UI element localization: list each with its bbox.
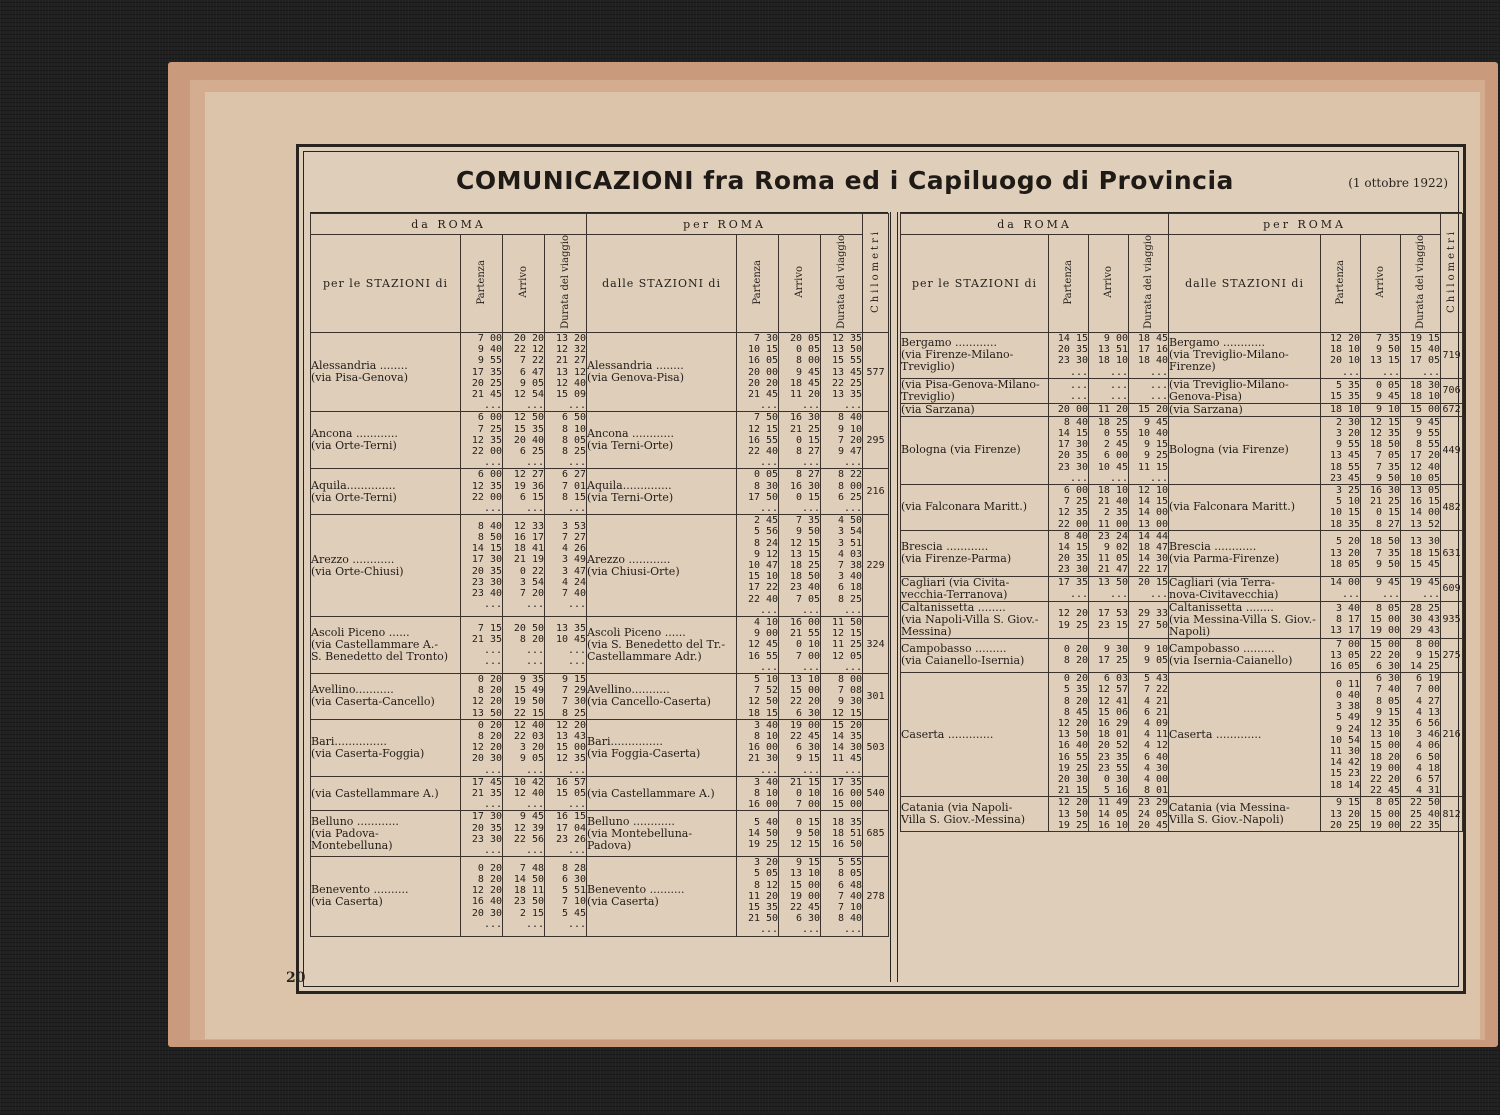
km-cell: 672 (1442, 404, 1461, 416)
arrival-cell: 6 03 12 57 12 41 15 06 16 29 18 01 20 52 23 35 23 55 0 30 5 16 (1089, 673, 1129, 797)
duration-cell: 15 00 (1401, 403, 1441, 416)
arrival-cell: 23 24 9 02 11 05 21 47 (1089, 530, 1129, 576)
table-row (901, 673, 1463, 797)
departure-cell: 8 40 14 15 20 35 23 30 (1049, 530, 1089, 576)
departure-cell: 17 30 20 35 23 30 ... (461, 811, 503, 857)
arrival-cell: 17 53 23 15 (1089, 601, 1129, 638)
duration-cell: 18 35 18 51 16 50 (821, 811, 863, 857)
arrival-cell: 9 30 17 25 (1089, 638, 1129, 673)
station-cell: (via Falconara Maritt.) (1169, 484, 1321, 530)
km-cell: 503 (863, 719, 889, 776)
timetable-left-body (311, 332, 889, 936)
table-row (901, 378, 1463, 403)
duration-cell: 13 05 16 15 14 00 13 52 (1401, 484, 1441, 530)
departure-cell: 2 30 3 20 9 55 13 45 18 55 23 45 (1321, 416, 1361, 484)
table-row (311, 776, 889, 811)
arrival-cell: 7 35 9 50 13 15 ... (1361, 332, 1401, 378)
col-chilometri-r-label: Chilometri (1446, 229, 1458, 314)
duration-cell: 12 20 13 43 15 00 12 35 ... (545, 719, 587, 776)
km-cell: 577 (863, 332, 889, 411)
departure-cell: 18 10 (1321, 403, 1361, 416)
departure-cell: 5 40 14 50 19 25 (737, 811, 779, 857)
station-cell: Brescia ............ (via Firenze-Parma) (901, 530, 1049, 576)
duration-cell: 19 15 15 40 17 05 ... (1401, 332, 1441, 378)
col-chilometri-r (1441, 214, 1463, 333)
departure-cell: 0 20 5 35 8 20 8 45 12 20 13 50 16 40 16 55 19 25 20 30 21 15 (1049, 673, 1089, 797)
timetable-right (900, 213, 1463, 832)
duration-cell: 8 00 9 15 14 25 (1401, 638, 1441, 673)
departure-cell: 9 15 13 20 20 25 (1321, 797, 1361, 832)
arrival-cell: 16 30 21 25 0 15 8 27 (1361, 484, 1401, 530)
km-cell: 631 (1441, 530, 1463, 576)
col-durata (545, 235, 587, 333)
station-cell: Bari............... (via Caserta-Foggia) (311, 719, 461, 776)
arrival-cell: 9 15 13 10 15 00 19 00 22 45 6 30 ... (779, 857, 821, 936)
col-partenza-label: Partenza (476, 259, 487, 305)
km-cell: 216 (863, 469, 889, 515)
col-durata-r2 (1401, 235, 1441, 333)
station-cell: Benevento .......... (via Caserta) (587, 857, 737, 936)
station-cell: Catania (via Messina- Villa S. Giov.-Napoli) (1169, 797, 1321, 832)
arrival-cell: 8 05 15 00 19 00 (1361, 797, 1401, 832)
duration-cell: 15 20 14 35 14 30 11 45 ... (821, 719, 863, 776)
duration-cell: 15 20 (1129, 403, 1169, 416)
center-divider (890, 212, 898, 982)
col-chilometri (863, 214, 889, 333)
departure-cell: 0 20 8 20 (1049, 638, 1089, 673)
duration-cell: 20 15 ... (1129, 576, 1169, 601)
station-cell: (via Falconara Maritt.) (901, 484, 1049, 530)
col-arrivo (503, 235, 545, 333)
km-cell: 706 (1441, 378, 1463, 403)
arrival-cell: 20 20 22 12 7 22 6 47 9 05 12 54 ... (503, 332, 545, 411)
timetable-right-body (901, 332, 1463, 831)
km-cell: 278 (863, 857, 889, 936)
table-row (901, 638, 1463, 673)
departure-cell: 5 35 15 35 (1321, 378, 1361, 403)
departure-cell: 3 40 8 17 13 17 (1321, 601, 1361, 638)
km-cell: 540 (863, 776, 889, 811)
station-cell: Arezzo ............ (via Orte-Chiusi) (311, 515, 461, 617)
timetable-inner-border (303, 151, 1459, 987)
col-arrivo-r (1089, 235, 1129, 333)
departure-cell: 0 20 8 20 12 20 13 50 (461, 673, 503, 719)
arrival-cell: 16 30 21 25 0 15 8 27 ... (779, 412, 821, 469)
departure-cell: 0 20 8 20 12 20 20 30 ... (461, 719, 503, 776)
arrival-cell: ... ... (1089, 378, 1129, 403)
duration-cell: 18 45 17 16 18 40 ... (1129, 332, 1169, 378)
duration-cell: 3 53 7 27 4 26 3 49 3 47 4 24 7 40 ... (545, 515, 587, 617)
station-cell: Avellino........... (via Cancello-Caserta) (587, 673, 737, 719)
station-cell: Bergamo ............ (via Firenze-Milano-Treviglio) (901, 332, 1049, 378)
station-cell: Bergamo ............ (via Treviglio-Milano-Firenze) (1169, 332, 1321, 378)
station-cell: Aquila.............. (via Orte-Terni) (311, 469, 461, 515)
duration-cell: 16 57 15 05 ... (545, 776, 587, 811)
duration-cell: 9 15 7 29 7 30 8 25 (545, 673, 587, 719)
departure-cell: 7 15 21 35 ... ... (461, 616, 503, 673)
table-row (311, 673, 889, 719)
page-number: 20 (286, 970, 306, 986)
col-partenza-r2-label: Partenza (1335, 259, 1347, 305)
station-cell: Belluno ............ (via Montebelluna-Padova) (587, 811, 737, 857)
table-row (311, 332, 889, 411)
arrival-cell: 10 42 12 40 ... (503, 776, 545, 811)
station-cell: Caserta ............. (1169, 673, 1321, 797)
arrival-cell: 7 35 9 50 12 15 13 15 18 25 18 50 23 40 7 05 ... (779, 515, 821, 617)
duration-cell: ... ... (1129, 378, 1169, 403)
duration-cell: 5 55 8 05 6 48 7 40 7 10 8 40 ... (821, 857, 863, 936)
duration-cell: 6 27 7 01 8 15 ... (545, 469, 587, 515)
col-partenza-r (1049, 235, 1089, 333)
arrival-cell: 19 00 22 45 6 30 9 15 ... (779, 719, 821, 776)
departure-cell: 7 00 9 40 9 55 17 35 20 25 21 45 ... (461, 332, 503, 411)
col-partenza-2 (737, 235, 779, 333)
arrival-cell: 9 45 ... (1361, 576, 1401, 601)
table-row (901, 797, 1463, 832)
arrival-cell: 15 00 22 20 6 30 (1361, 638, 1401, 673)
arrival-cell: 18 50 7 35 9 50 (1361, 530, 1401, 576)
duration-cell: 16 15 17 04 23 26 ... (545, 811, 587, 857)
duration-cell: 13 20 12 32 21 27 13 12 12 40 15 09 ... (545, 332, 587, 411)
duration-cell: 8 28 6 30 5 51 7 10 5 45 ... (545, 857, 587, 936)
duration-cell: 6 19 7 00 4 27 4 13 6 56 3 46 4 06 6 50 4 18 6 57 4 31 (1401, 673, 1441, 797)
table-row (901, 530, 1463, 576)
col-durata-label: Durata del viaggio (560, 235, 572, 329)
station-cell: Ascoli Piceno ...... (via S. Benedetto del Tr.- Castellammare Adr.) (587, 616, 737, 673)
station-cell: Caltanissetta ........ (via Napoli-Villa S. Giov.-Messina) (901, 601, 1049, 638)
arrival-cell: 9 00 13 51 18 10 ... (1089, 332, 1129, 378)
duration-cell: 9 45 10 40 9 15 9 25 11 15 ... (1129, 416, 1169, 484)
duration-cell: 29 33 27 50 (1129, 601, 1169, 638)
col-durata-2 (821, 235, 863, 333)
station-cell: Alessandria ........ (via Genova-Pisa) (587, 332, 737, 411)
departure-cell: 6 00 7 25 12 35 22 00 ... (461, 412, 503, 469)
departure-cell: 0 11 0 40 3 38 5 49 9 24 10 54 11 30 14 42 15 23 18 14 (1321, 673, 1361, 797)
duration-cell: 6 50 8 10 8 05 8 25 ... (545, 412, 587, 469)
departure-cell: 2 45 5 56 8 24 9 12 10 47 15 10 17 22 22 40 ... (737, 515, 779, 617)
station-cell: Bologna (via Firenze) (901, 416, 1049, 484)
arrival-cell: 20 05 0 05 8 00 9 45 18 45 11 20 ... (779, 332, 821, 411)
arrival-cell: 0 05 9 45 (1361, 378, 1401, 403)
arrival-cell: 9 10 (1361, 403, 1401, 416)
page-title: COMUNICAZIONI fra Roma ed i Capiluogo di Provincia (456, 166, 1234, 195)
station-cell: Avellino........... (via Caserta-Cancello) (311, 673, 461, 719)
station-cell: Campobasso ......... (via Isernia-Caianello) (1169, 638, 1321, 673)
station-cell: Aquila.............. (via Terni-Orte) (587, 469, 737, 515)
arrival-cell: 8 05 15 00 19 00 (1361, 601, 1401, 638)
arrival-cell: 11 20 (1089, 403, 1129, 416)
duration-cell: 11 50 12 15 11 25 12 05 ... (821, 616, 863, 673)
station-cell: (via Treviglio-Milano-Genova-Pisa) (1169, 378, 1321, 403)
col-per-le-stazioni: per le STAZIONI di (311, 235, 461, 333)
duration-cell: 9 10 9 05 (1129, 638, 1169, 673)
table-row (311, 811, 889, 857)
duration-cell: 8 00 7 08 9 30 12 15 (821, 673, 863, 719)
duration-cell: 9 45 9 55 8 55 17 20 12 40 10 05 (1401, 416, 1441, 484)
duration-cell: 23 29 24 05 20 45 (1129, 797, 1169, 832)
arrival-cell: 6 30 7 40 8 05 9 15 12 35 13 10 15 00 18 20 19 00 22 20 22 45 (1361, 673, 1401, 797)
col-per-le-stazioni-r: per le STAZIONI di (901, 235, 1049, 333)
duration-cell: 28 25 30 43 29 43 (1401, 601, 1441, 638)
col-partenza-2-label: Partenza (752, 259, 764, 305)
col-durata-2-label: Durata del viaggio (836, 235, 848, 329)
duration-cell: 12 10 14 15 14 00 13 00 (1129, 484, 1169, 530)
station-cell: (via Castellammare A.) (311, 776, 461, 811)
duration-cell: 13 30 18 15 15 45 (1401, 530, 1441, 576)
duration-cell: 12 35 13 50 15 55 13 45 22 25 13 35 ... (821, 332, 863, 411)
duration-cell: 14 44 18 47 14 30 22 17 (1129, 530, 1169, 576)
table-row (311, 857, 889, 936)
timetable-left-half (310, 212, 888, 982)
station-cell: Cagliari (via Civita- vecchia-Terranova) (901, 576, 1049, 601)
station-cell: Arezzo ............ (via Chiusi-Orte) (587, 515, 737, 617)
table-row (901, 416, 1463, 484)
timetable-frame (296, 144, 1466, 994)
col-durata-r (1129, 235, 1169, 333)
departure-cell: 7 50 12 15 16 55 22 40 ... (737, 412, 779, 469)
duration-cell: 18 30 18 10 (1401, 378, 1441, 403)
table-row (901, 403, 1463, 416)
station-cell: Brescia ............ (via Parma-Firenze) (1169, 530, 1321, 576)
departure-cell: 8 40 14 15 17 30 20 35 23 30 ... (1049, 416, 1089, 484)
duration-cell: 22 50 25 40 22 35 (1401, 797, 1441, 832)
group-per-roma-r: per ROMA (1169, 214, 1441, 235)
arrival-cell: 16 00 21 55 0 10 7 00 ... (779, 616, 821, 673)
arrival-cell: 9 45 12 39 22 56 ... (503, 811, 545, 857)
station-cell: Alessandria ........ (via Pisa-Genova) (311, 332, 461, 411)
departure-cell: 7 30 10 15 16 05 20 00 20 20 21 45 ... (737, 332, 779, 411)
station-cell: Benevento .......... (via Caserta) (311, 857, 461, 936)
table-row (901, 576, 1463, 601)
duration-cell: 8 22 8 00 6 25 ... (821, 469, 863, 515)
station-cell: Bologna (via Firenze) (1169, 416, 1321, 484)
col-arrivo-2 (779, 235, 821, 333)
departure-cell: 14 15 20 35 23 30 ... (1049, 332, 1089, 378)
station-cell: Ascoli Piceno ...... (via Castellammare A.- S. Benedetto del Tronto) (311, 616, 461, 673)
arrival-cell: 13 10 15 00 22 20 6 30 (779, 673, 821, 719)
table-row (901, 332, 1463, 378)
km-cell: 685 (863, 811, 889, 857)
station-cell: Cagliari (via Terra- nova-Civitavecchia) (1169, 576, 1321, 601)
departure-cell: 20 00 (1049, 403, 1089, 416)
arrival-cell: 12 50 15 35 20 40 6 25 ... (503, 412, 545, 469)
duration-cell: 5 43 7 22 4 21 6 21 4 09 4 11 4 12 6 40 4 30 4 00 8 01 (1129, 673, 1169, 797)
timetable-right-half (900, 212, 1462, 982)
km-cell: 229 (863, 515, 889, 617)
departure-cell: 3 25 5 10 10 15 18 35 (1321, 484, 1361, 530)
page-date: (1 ottobre 1922) (1348, 176, 1448, 190)
km-cell: 275 (1441, 638, 1463, 673)
station-cell: (via Sarzana) (1169, 403, 1321, 416)
col-dalle-stazioni-r: dalle STAZIONI di (1169, 235, 1321, 333)
arrival-cell: 11 49 14 05 16 10 (1089, 797, 1129, 832)
departure-cell: 4 10 9 00 12 45 16 55 ... (737, 616, 779, 673)
duration-cell: 19 45 ... (1401, 576, 1441, 601)
station-cell: Bari............... (via Foggia-Caserta) (587, 719, 737, 776)
group-per-roma: per ROMA (587, 214, 863, 235)
station-cell: (via Sarzana) (901, 403, 1049, 416)
departure-cell: 5 10 7 52 12 50 18 15 (737, 673, 779, 719)
station-cell: Caserta ............. (901, 673, 1049, 797)
km-cell: 935 (1441, 601, 1463, 638)
station-cell: Ancona ............ (via Orte-Terni) (311, 412, 461, 469)
km-cell: 449 (1441, 416, 1463, 484)
km-cell: 812 (1441, 797, 1463, 832)
arrival-cell: 20 50 8 20 ... ... (503, 616, 545, 673)
arrival-cell: 12 27 19 36 6 15 ... (503, 469, 545, 515)
departure-cell: 8 40 8 50 14 15 17 30 20 35 23 30 23 40 ... (461, 515, 503, 617)
col-dalle-stazioni: dalle STAZIONI di (587, 235, 737, 333)
km-cell: 609 (1441, 576, 1463, 601)
arrival-cell: 18 25 0 55 2 45 6 00 10 45 ... (1089, 416, 1129, 484)
departure-cell: ... ... (1049, 378, 1089, 403)
station-cell: Belluno ............ (via Padova-Montebelluna) (311, 811, 461, 857)
arrival-cell: 18 10 21 40 2 35 11 00 (1089, 484, 1129, 530)
km-cell: 301 (863, 673, 889, 719)
group-da-roma: da ROMA (311, 214, 587, 235)
duration-cell: 17 35 16 00 15 00 (821, 776, 863, 811)
col-arrivo-label: Arrivo (518, 266, 529, 298)
duration-cell: 13 35 10 45 ... ... (545, 616, 587, 673)
station-cell: Campobasso ......... (via Caianello-Isernia) (901, 638, 1049, 673)
station-cell: Catania (via Napoli- Villa S. Giov.-Messina) (901, 797, 1049, 832)
departure-cell: 3 20 5 05 8 12 11 20 15 35 21 50 ... (737, 857, 779, 936)
table-row (311, 719, 889, 776)
km-cell: 719 (1441, 332, 1463, 378)
departure-cell: 12 20 13 50 19 25 (1049, 797, 1089, 832)
col-arrivo-r2 (1361, 235, 1401, 333)
departure-cell: 12 20 19 25 (1049, 601, 1089, 638)
departure-cell: 17 45 21 35 ... (461, 776, 503, 811)
col-durata-r2-label: Durata del viaggio (1415, 235, 1427, 329)
arrival-cell: 0 15 9 50 12 15 (779, 811, 821, 857)
arrival-cell: 21 15 0 10 7 00 (779, 776, 821, 811)
departure-cell: 0 05 8 30 17 50 ... (737, 469, 779, 515)
group-da-roma-r: da ROMA (901, 214, 1169, 235)
table-row (311, 616, 889, 673)
arrival-cell: 12 40 22 03 3 20 9 05 ... (503, 719, 545, 776)
table-row (901, 601, 1463, 638)
km-cell: 216 (1441, 673, 1463, 797)
table-row (901, 484, 1463, 530)
departure-cell: 0 20 8 20 12 20 16 40 20 30 ... (461, 857, 503, 936)
col-arrivo-r-label: Arrivo (1103, 266, 1114, 298)
arrival-cell: 12 33 16 17 18 41 21 19 0 22 3 54 7 20 ... (503, 515, 545, 617)
col-partenza (461, 235, 503, 333)
station-cell: (via Castellammare A.) (587, 776, 737, 811)
arrival-cell: 9 35 15 49 19 50 22 15 (503, 673, 545, 719)
station-cell: Ancona ............ (via Terni-Orte) (587, 412, 737, 469)
departure-cell: 3 40 8 10 16 00 (737, 776, 779, 811)
col-partenza-r2 (1321, 235, 1361, 333)
duration-cell: 4 50 3 54 3 51 4 03 7 38 3 40 6 18 8 25 ... (821, 515, 863, 617)
departure-cell: 14 00 ... (1321, 576, 1361, 601)
col-durata-r-label: Durata del viaggio (1143, 235, 1155, 329)
duration-cell: 8 40 9 10 7 20 9 47 ... (821, 412, 863, 469)
km-cell: 324 (863, 616, 889, 673)
departure-cell: 7 00 13 05 16 05 (1321, 638, 1361, 673)
departure-cell: 6 00 12 35 22 00 ... (461, 469, 503, 515)
heading (304, 166, 1458, 206)
table-row (311, 469, 889, 515)
departure-cell: 17 35 ... (1049, 576, 1089, 601)
km-cell: 295 (863, 412, 889, 469)
arrival-cell: 7 48 14 50 18 11 23 50 2 15 ... (503, 857, 545, 936)
timetable-left (310, 213, 889, 937)
departure-cell: 6 00 7 25 12 35 22 00 (1049, 484, 1089, 530)
col-chilometri-label: Chilometri (870, 229, 882, 314)
arrival-cell: 13 50 ... (1089, 576, 1129, 601)
departure-cell: 5 20 13 20 18 05 (1321, 530, 1361, 576)
table-row (311, 515, 889, 617)
table-row (311, 412, 889, 469)
col-arrivo-r2-label: Arrivo (1375, 266, 1387, 298)
station-cell: (via Pisa-Genova-Milano-Treviglio) (901, 378, 1049, 403)
arrival-cell: 12 15 12 35 18 50 7 05 7 35 9 50 (1361, 416, 1401, 484)
col-arrivo-2-label: Arrivo (794, 266, 806, 298)
col-partenza-r-label: Partenza (1063, 259, 1074, 305)
arrival-cell: 8 27 16 30 0 15 ... (779, 469, 821, 515)
station-cell: Caltanissetta ........ (via Messina-Villa S. Giov.-Napoli) (1169, 601, 1321, 638)
departure-cell: 3 40 8 10 16 00 21 30 ... (737, 719, 779, 776)
departure-cell: 12 20 18 10 20 10 ... (1321, 332, 1361, 378)
km-cell: 482 (1441, 484, 1463, 530)
